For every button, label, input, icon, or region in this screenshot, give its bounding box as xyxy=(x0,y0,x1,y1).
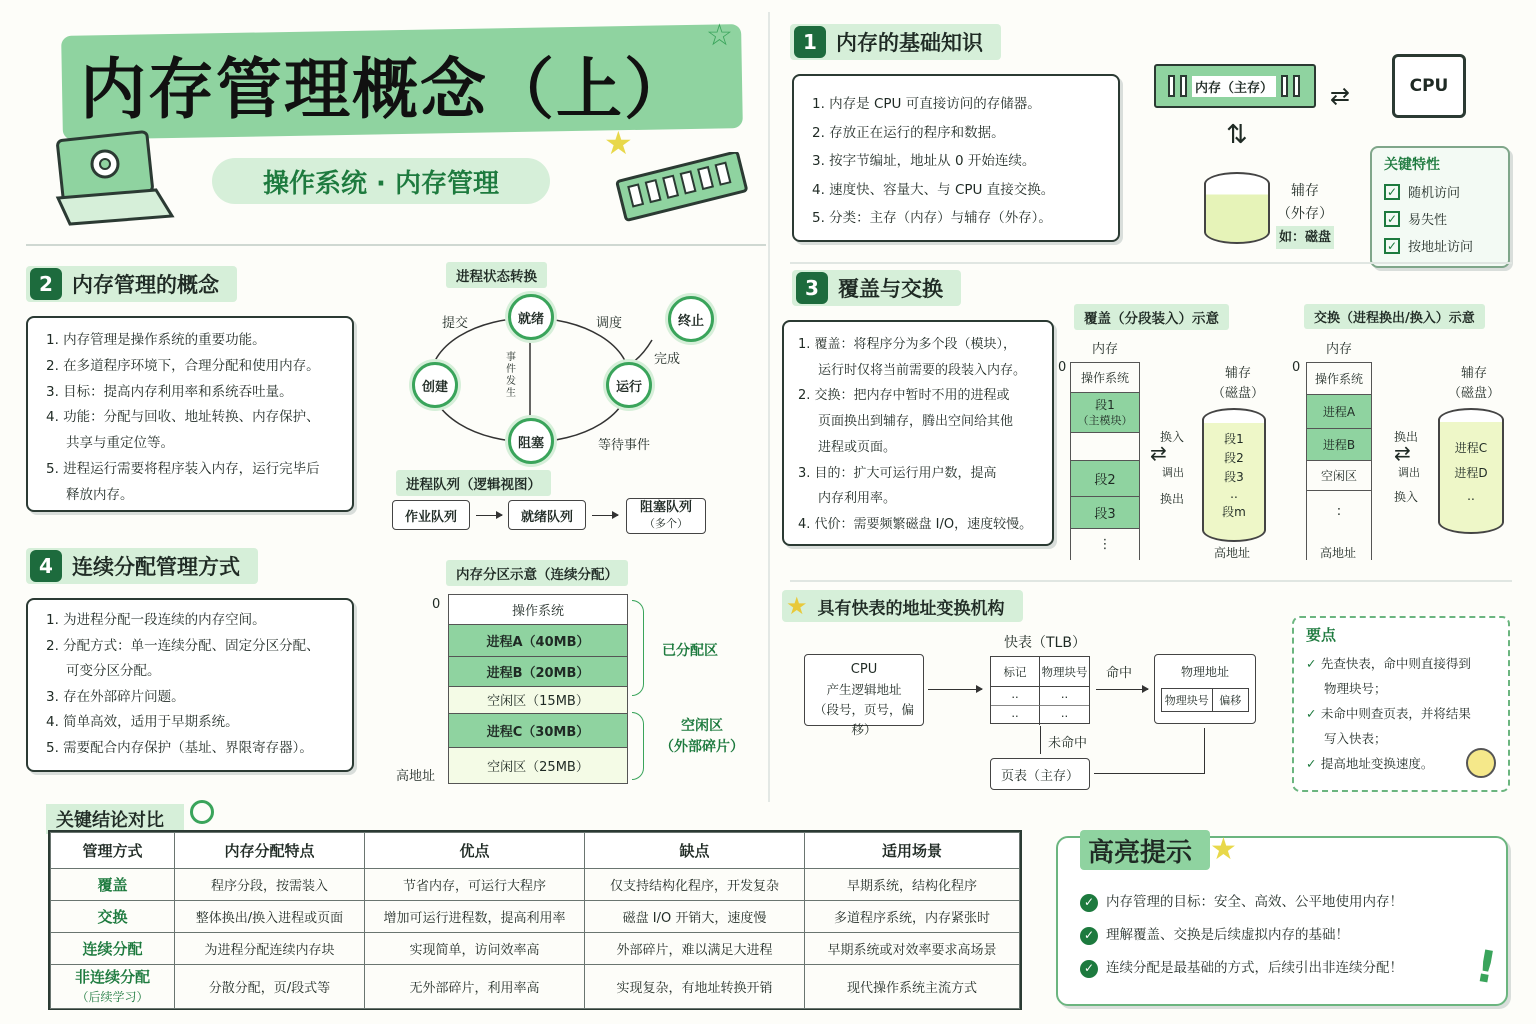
list-item: 4. 代价：需要频繁磁盘 I/O，速度较慢。 xyxy=(798,516,1033,532)
list-item: 5. 进程运行需要将程序装入内存，运行完毕后 xyxy=(46,460,320,477)
key-item: 写入快表； xyxy=(1324,731,1387,746)
overlay-more: ⋮ xyxy=(1098,536,1112,552)
check-icon: ✓ xyxy=(1384,238,1400,254)
overlay-seg1: 段1 （主模块） xyxy=(1071,393,1139,433)
list-item: 1. 覆盖：将程序分为多个段（模块）， xyxy=(798,337,1017,352)
section-number: 1 xyxy=(794,26,826,58)
divider xyxy=(790,262,1512,264)
page-subtitle: 操作系统 · 内存管理 xyxy=(263,168,499,199)
list-item: 释放内存。 xyxy=(66,486,134,503)
list-item: 4. 速度快、容量大、与 CPU 直接交换。 xyxy=(812,181,1055,198)
list-item: 2. 在多道程序环境下，合理分配和使用内存。 xyxy=(46,357,320,374)
state-terminated: 终止 xyxy=(668,296,714,342)
section-title: 连续分配管理方式 xyxy=(72,555,240,579)
features-card xyxy=(1370,146,1510,268)
queue-title: 进程队列（逻辑视图） xyxy=(396,470,551,496)
header-cell: 内存分配特点 xyxy=(175,833,365,869)
arrow-pt-phys xyxy=(1094,773,1204,774)
overlay-out-label: 换出 xyxy=(1160,492,1185,506)
s3-list-card xyxy=(782,320,1054,546)
partition-free: 空闲区（25MB） xyxy=(449,748,627,784)
overlay-blank xyxy=(1071,433,1139,461)
label-wait: 等待事件 xyxy=(598,438,651,453)
highlight-title: 高亮提示 xyxy=(1088,838,1193,868)
swap-mem-label: 内存 xyxy=(1326,342,1353,357)
s1-list xyxy=(810,90,1102,233)
tlb-header xyxy=(782,590,1023,622)
swap-proc-a: 进程A xyxy=(1307,395,1371,429)
overlay-disk-label: 辅存 （磁盘） xyxy=(1212,366,1265,401)
s4-list xyxy=(44,608,336,762)
star-outline-icon: ☆ xyxy=(706,18,733,53)
arrow-hit xyxy=(1096,689,1148,690)
feature-item: 易失性 xyxy=(1408,213,1448,228)
label-hit: 命中 xyxy=(1106,666,1133,681)
highlight-item: 连续分配是最基础的方式，后续引出非连续分配！ xyxy=(1106,960,1403,976)
state-created: 创建 xyxy=(412,362,458,408)
partition-process: 进程C（30MB） xyxy=(449,714,627,748)
swap-arrows: ⇄ xyxy=(1394,441,1411,465)
partition-title: 内存分区示意（连续分配） xyxy=(446,560,628,586)
check-circle-icon: ✓ xyxy=(1080,894,1098,912)
star-icon: ★ xyxy=(786,592,808,620)
section-number: 3 xyxy=(796,272,828,304)
partition-process: 进程A（40MB） xyxy=(449,625,627,657)
brace-free xyxy=(632,712,644,780)
phys-addr-box: 物理地址 物理块号 偏移 xyxy=(1154,654,1256,724)
overlay-high: 高地址 xyxy=(1214,546,1251,560)
section-title: 内存管理的概念 xyxy=(72,273,219,297)
ram-module xyxy=(1154,64,1316,108)
swap-mid-label: 调出 xyxy=(1398,466,1420,479)
overlay-in-label: 换入 xyxy=(1160,430,1185,444)
label-submit: 提交 xyxy=(442,316,469,331)
table-row: 覆盖 程序分段，按需装入 节省内存，可运行大程序 仅支持结构化程序，开发复杂 早期系统，结构化程序 xyxy=(51,869,1020,901)
magnifier-icon xyxy=(190,800,214,824)
key-item: 物理块号； xyxy=(1324,681,1387,696)
swap-os: 操作系统 xyxy=(1307,363,1371,395)
section-4-header xyxy=(26,548,258,584)
feature-item: 按地址访问 xyxy=(1408,240,1474,255)
cpu-chip-icon xyxy=(1392,54,1466,118)
list-item: 5. 分类：主存（内存）与辅存（外存）。 xyxy=(812,210,1052,226)
check-icon: ✓ xyxy=(1306,656,1321,671)
ram-label: 内存（主存） xyxy=(1192,76,1276,97)
swap-zero: 0 xyxy=(1292,360,1301,375)
queue-ready: 就绪队列 xyxy=(508,500,586,530)
list-item: 3. 目的：扩大可运行用户数，提高 xyxy=(798,465,997,481)
divider xyxy=(790,580,1512,582)
swap-title: 交换（进程换出/换入）示意 xyxy=(1304,304,1485,329)
swap-in-label: 换入 xyxy=(1394,490,1419,504)
swap-out-label: 换出 xyxy=(1394,430,1419,444)
key-item: 先查快表，命中则直接得到 xyxy=(1320,656,1471,671)
list-item: 2. 存放正在运行的程序和数据。 xyxy=(812,124,1005,141)
overlay-disk: 段1 段2 段3 .. 段m xyxy=(1202,408,1266,542)
queue-arrow xyxy=(476,515,502,516)
overlay-seg3: 段3 xyxy=(1071,497,1139,529)
check-icon: ✓ xyxy=(1306,706,1321,721)
overlay-seg2: 段2 xyxy=(1071,461,1139,497)
overlay-title: 覆盖（分段装入）示意 xyxy=(1074,304,1229,330)
addr-zero: 0 xyxy=(432,597,441,612)
star-icon: ★ xyxy=(1210,832,1237,867)
list-item: 3. 目标：提高内存利用率和系统吞吐量。 xyxy=(46,383,293,400)
partition-process: 进程B（20MB） xyxy=(449,657,627,687)
label-event: 事件发生 xyxy=(506,352,516,399)
ram-cpu-arrow: ⇄ xyxy=(1330,82,1351,110)
partition-free: 空闲区（15MB） xyxy=(449,687,627,715)
tlb-title: 快表（TLB） xyxy=(1004,635,1086,651)
label-free: 空闲区 （外部碎片） xyxy=(660,718,744,755)
compare-table xyxy=(48,830,1022,1010)
state-blocked: 阻塞 xyxy=(508,418,554,464)
state-running: 运行 xyxy=(606,362,652,408)
list-item: 1. 为进程分配一段连续的内存空间。 xyxy=(46,612,266,628)
header-cell: 适用场景 xyxy=(805,833,1020,869)
table-row: 交换 整体换出/换入进程或页面 增加可运行进程数，提高利用率 磁盘 I/O 开销大，速度慢 多道程序系统，内存紧张时 xyxy=(51,901,1020,933)
list-item: 2. 分配方式：单一连续分配、固定分区分配、 xyxy=(46,637,320,654)
list-item: 3. 存在外部碎片问题。 xyxy=(46,688,185,705)
arrow-cpu-tlb xyxy=(928,689,982,690)
list-item: 4. 功能：分配与回收、地址转换、内存保护、 xyxy=(46,409,320,426)
list-item: 页面换出到辅存，腾出空间给其他 xyxy=(818,414,1014,430)
header-cell: 缺点 xyxy=(585,833,805,869)
divider xyxy=(768,12,770,802)
list-item: 4. 简单高效，适用于早期系统。 xyxy=(46,714,239,731)
state-diagram-title: 进程状态转换 xyxy=(446,262,547,288)
feature-item: 随机访问 xyxy=(1408,186,1461,201)
s3-list xyxy=(796,332,1040,538)
list-item: 5. 需要配合内存保护（基址、界限寄存器）。 xyxy=(46,739,313,756)
swap-more: : xyxy=(1336,503,1342,519)
compare-title: 关键结论对比 xyxy=(56,810,164,831)
page-table-box: 页表（主存） xyxy=(990,758,1090,790)
label-allocated: 已分配区 xyxy=(662,643,718,659)
tlb-cpu-box: CPU 产生逻辑地址 （段号，页号，偏移） xyxy=(804,654,924,726)
highlight-item: 理解覆盖、交换是后续虚拟内存的基础！ xyxy=(1106,927,1349,943)
features-title: 关键特性 xyxy=(1384,157,1440,173)
subtitle-pill xyxy=(212,158,550,204)
list-item: 内存利用率。 xyxy=(818,491,897,507)
check-circle-icon: ✓ xyxy=(1080,927,1098,945)
check-icon: ✓ xyxy=(1384,211,1400,227)
s4-list-card xyxy=(26,598,354,772)
list-item: 2. 交换：把内存中暂时不用的进程或 xyxy=(798,388,1010,404)
queue-job: 作业队列 xyxy=(392,500,470,530)
tlb-table: 标记 物理块号 .. .. .. .. xyxy=(990,656,1090,724)
table-row: 连续分配 为进程分配连续内存块 实现简单，访问效率高 外部碎片，难以满足大进程 早期系统或对效率要求高场景 xyxy=(51,933,1020,965)
header-cell: 管理方式 xyxy=(51,833,175,869)
header-cell: 优点 xyxy=(365,833,585,869)
partition-stack xyxy=(448,594,628,784)
section-number: 2 xyxy=(30,268,62,300)
s2-list xyxy=(44,328,336,509)
check-icon: ✓ xyxy=(1384,184,1400,200)
key-item: 未命中则查页表，并将结果 xyxy=(1320,706,1471,721)
brace-allocated xyxy=(632,600,644,696)
overlay-os: 操作系统 xyxy=(1071,363,1139,393)
table-row: 非连续分配 （后续学习） 分散分配，页/段式等 无外部碎片，利用率高 实现复杂，有地址转换开销 现代操作系统主流方式 xyxy=(51,965,1020,1009)
section-2-header xyxy=(26,266,237,302)
arrow-miss xyxy=(1040,726,1041,754)
overlay-mem-label: 内存 xyxy=(1092,342,1119,357)
star-icon: ★ xyxy=(604,124,633,162)
overlay-mid-label: 调出 xyxy=(1162,466,1184,479)
key-title: 要点 xyxy=(1306,626,1337,644)
highlight-card xyxy=(1056,832,1508,1006)
check-icon: ✓ xyxy=(1306,756,1321,771)
key-item: 提高地址变换速度。 xyxy=(1320,756,1434,771)
overlay-arrows: ⇄ xyxy=(1150,441,1167,465)
lightbulb-icon xyxy=(1466,748,1496,778)
compare-grid xyxy=(50,832,1020,1009)
highlight-item: 内存管理的目标：安全、高效、公平地使用内存！ xyxy=(1106,894,1403,910)
list-item: 共享与重定位等。 xyxy=(66,435,174,452)
partition-os: 操作系统 xyxy=(449,595,627,625)
section-1-header xyxy=(790,24,1001,60)
addr-high: 高地址 xyxy=(396,769,436,784)
swap-disk-label: 辅存 （磁盘） xyxy=(1448,366,1501,401)
overlay-zero: 0 xyxy=(1058,360,1067,375)
list-item: 1. 内存是 CPU 可直接访问的存储器。 xyxy=(812,96,1041,112)
queue-arrow xyxy=(592,515,618,516)
divider xyxy=(26,244,766,246)
arrow-pt-phys-up xyxy=(1204,728,1205,774)
list-item: 3. 按字节编址，地址从 0 开始连续。 xyxy=(812,153,1036,169)
s1-list-card xyxy=(792,74,1120,242)
list-item: 进程或页面。 xyxy=(818,439,897,455)
section-number: 4 xyxy=(30,550,62,582)
label-finish: 完成 xyxy=(654,352,681,367)
s2-list-card xyxy=(26,316,354,512)
disk-label: 辅存 （外存） 如：磁盘 xyxy=(1276,180,1334,249)
section-3-header xyxy=(792,270,961,306)
swap-disk: 进程C 进程D .. xyxy=(1438,408,1504,534)
laptop-gear-icon xyxy=(50,128,180,228)
disk-cylinder xyxy=(1204,172,1270,244)
swap-proc-b: 进程B xyxy=(1307,429,1371,461)
section-title: 内存的基础知识 xyxy=(836,31,983,55)
list-item: 运行时仅将当前需要的段装入内存。 xyxy=(818,362,1027,378)
check-circle-icon: ✓ xyxy=(1080,960,1098,978)
page-title: 内存管理概念（上） xyxy=(80,51,692,128)
swap-high: 高地址 xyxy=(1320,546,1357,560)
queue-blocked: 阻塞队列 （多个） xyxy=(626,498,706,534)
swap-memory xyxy=(1306,362,1372,560)
overlay-memory xyxy=(1070,362,1140,560)
ram-chip-icon xyxy=(612,152,752,222)
cpu-label: CPU xyxy=(1409,76,1449,96)
list-item: 可变分区分配。 xyxy=(66,663,161,680)
ram-disk-arrow: ⇅ xyxy=(1226,120,1248,150)
swap-free: 空闲区 xyxy=(1307,461,1371,491)
section-title: 具有快表的地址变换机构 xyxy=(817,598,1005,619)
exclamation-icon: ! xyxy=(1471,940,1501,995)
state-ready: 就绪 xyxy=(508,294,554,340)
label-miss: 未命中 xyxy=(1048,736,1088,751)
section-title: 覆盖与交换 xyxy=(838,277,943,301)
list-item: 1. 内存管理是操作系统的重要功能。 xyxy=(46,332,266,348)
label-dispatch: 调度 xyxy=(596,316,623,331)
